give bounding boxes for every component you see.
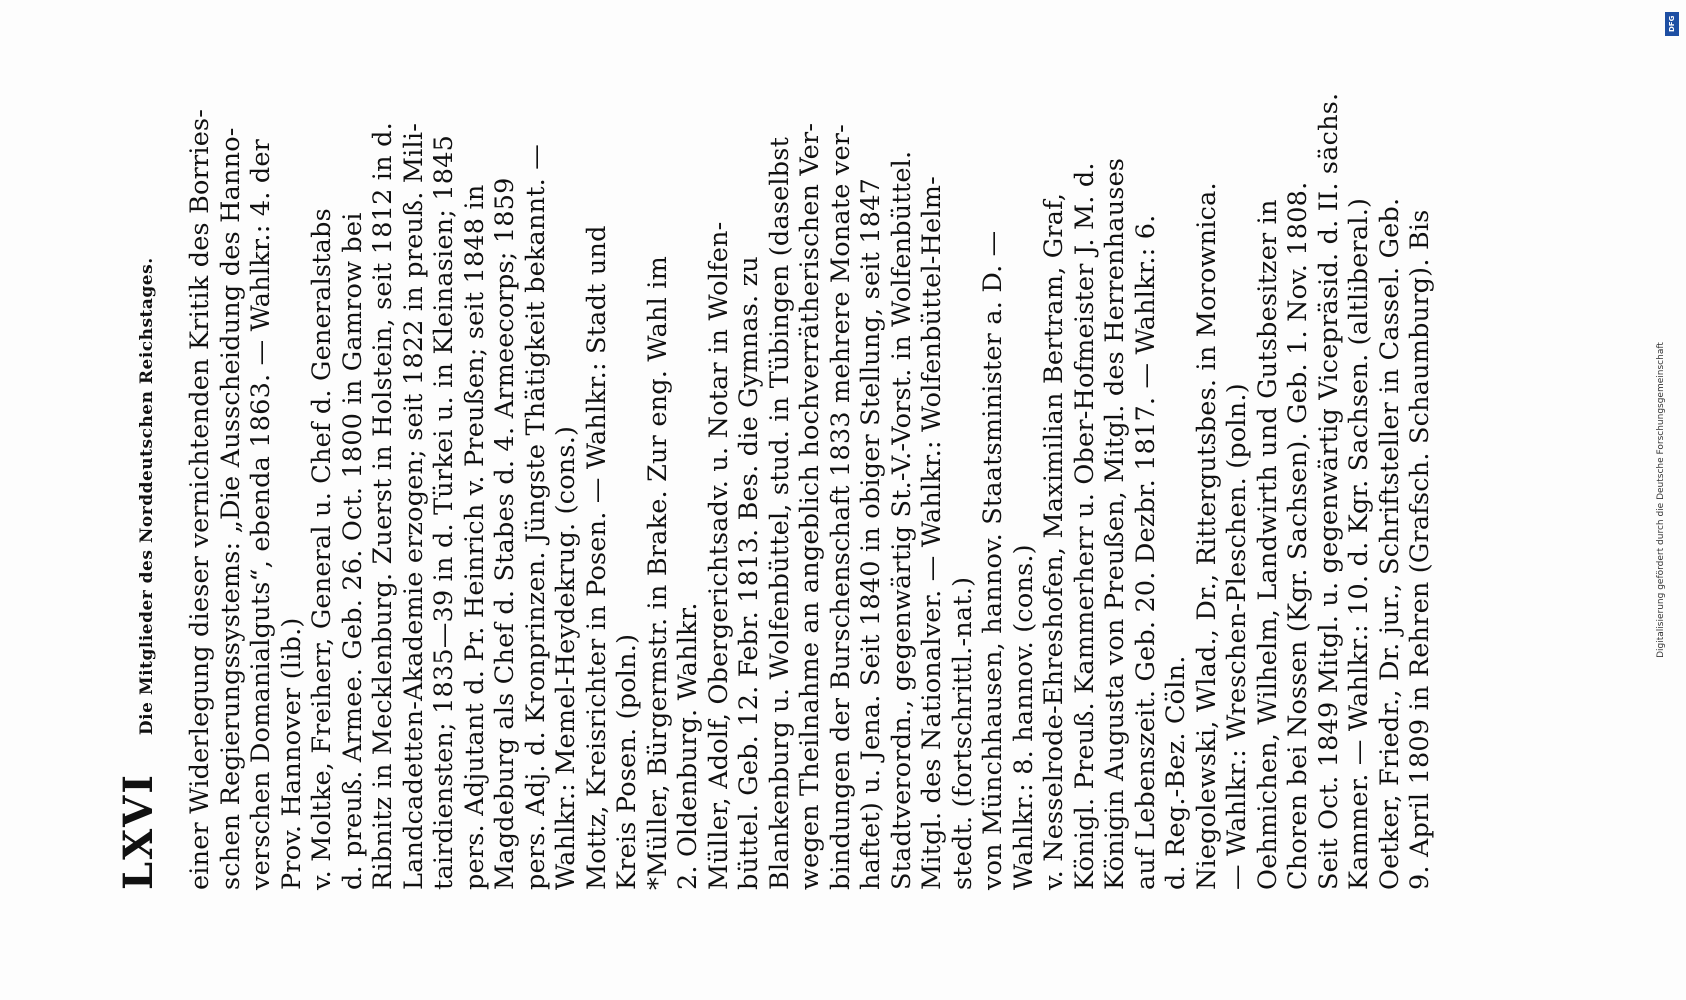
- running-title: Die Mitglieder des Norddeutschen Reichstages.: [137, 257, 157, 736]
- text-line: auf Lebenszeit. Geb. 20. Dezbr. 1817. — Wahlkr.: 6.: [1130, 214, 1161, 890]
- text-line: tairdiensten; 1835—39 in d. Türkei u. in Kleinasien; 1845: [429, 134, 459, 890]
- text-line: Magdeburg als Chef d. Stabes d. 4. Armeecorps; 1859: [490, 177, 520, 890]
- text-line: — Wahlkr.: Wreschen-Pleschen. (poln.): [1222, 383, 1252, 890]
- text-line: d. preuß. Armee. Geb. 26. Oct. 1800 in Gamrow bei: [337, 212, 368, 890]
- text-line: Wahlkr.: 8. hannov. (cons.): [1008, 544, 1039, 890]
- text-line: v. Nesselrode-Ehreshofen, Maximilian Bertram, Graf,: [1039, 192, 1069, 890]
- text-line: Müller, Adolf, Obergerichtsadv. u. Notar in Wolfen-: [703, 221, 734, 890]
- text-line: Niegolewski, Wlad., Dr., Rittergutsbes. in Morownica.: [1191, 182, 1222, 890]
- body-text: [185, 70, 1436, 890]
- text-line: 2. Oldenburg. Wahlkr.: [673, 602, 703, 890]
- text-line: wegen Theilnahme an angeblich hochverrätherischen Ver-: [795, 122, 825, 890]
- text-line: verschen Domanialguts“, ebenda 1863. — Wahlkr.: 4. der: [246, 138, 276, 890]
- text-line: büttel. Geb. 12. Febr. 1813. Bes. die Gymnas. zu: [734, 256, 764, 890]
- text-line: Oetker, Friedr., Dr. jur., Schriftsteller in Cassel. Geb.: [1374, 197, 1405, 890]
- text-line: Blankenburg u. Wolfenbüttel, stud. in Tübingen (daselbst: [764, 136, 795, 890]
- text-line: *Müller, Bürgermstr. in Brake. Zur eng. Wahl im: [642, 255, 673, 890]
- dfg-logo: DFG: [1665, 12, 1679, 36]
- text-line: Königl. Preuß. Kammerherr u. Ober-Hofmeister J. M. d.: [1069, 162, 1100, 890]
- text-line: Seit Oct. 1849 Mitgl. u. gegenwärtig Vicepräsid. d. II. sächs.: [1313, 92, 1344, 890]
- text-line: v. Moltke, Freiherr, General u. Chef d. Generalstabs: [307, 208, 337, 890]
- text-line: Königin Augusta von Preußen, Mitgl. des Herrenhauses: [1100, 157, 1130, 890]
- text-line: Choren bei Nossen (Kgr. Sachsen). Geb. 1. Nov. 1808.: [1283, 181, 1313, 890]
- text-line: pers. Adj. d. Kronprinzen. Jüngste Thätigkeit bekannt. —: [520, 144, 551, 890]
- text-line: Wahlkr.: Memel-Heydekrug. (cons.): [551, 425, 581, 890]
- text-line: von Münchhausen, hannov. Staatsminister a. D. —: [978, 230, 1008, 890]
- text-line: bindungen der Burschenschaft 1833 mehrere Monate ver-: [825, 124, 856, 890]
- text-line: Landcadetten-Akademie erzogen; seit 1822 in preuß. Mili-: [398, 122, 429, 890]
- text-line: Kreis Posen. (poln.): [612, 633, 642, 890]
- text-line: einer Widerlegung dieser vernichtenden Kritik des Borries-: [185, 108, 215, 890]
- text-line: Kammer. — Wahlkr.: 10. d. Kgr. Sachsen. (altliberal.): [1344, 197, 1374, 890]
- text-line: Mitgl. des Nationalver. — Wahlkr.: Wolfenbüttel-Helm-: [917, 176, 947, 890]
- text-line: pers. Adjutant d. Pr. Heinrich v. Preußen; seit 1848 in: [459, 184, 490, 890]
- text-line: d. Reg.-Bez. Cöln.: [1161, 655, 1191, 890]
- digitization-credit: Digitalisierung gefördert durch die Deutsche Forschungsgemeinschaft: [1656, 342, 1666, 658]
- rotated-page-content: [115, 70, 1575, 890]
- text-line: Prov. Hannover (lib.): [276, 617, 307, 890]
- page-header: [115, 70, 171, 890]
- text-line: 9. April 1809 in Rehren (Grafsch. Schaumburg). Bis: [1405, 209, 1435, 890]
- text-line: Ribnitz in Mecklenburg. Zuerst in Holstein, seit 1812 in d.: [368, 122, 398, 890]
- text-line: Stadtverordn., gegenwärtig St.-V.-Vorst. in Wolfenbüttel.: [886, 150, 917, 890]
- text-line: schen Regierungssystems: „Die Ausscheidung des Hanno-: [215, 127, 246, 890]
- text-line: haftet) u. Jena. Seit 1840 in obiger Stellung, seit 1847: [856, 177, 886, 890]
- page-number: LXVI: [115, 773, 162, 890]
- text-line: stedt. (fortschrittl.-nat.): [947, 576, 978, 890]
- text-line: Oehmichen, Wilhelm, Landwirth und Gutsbesitzer in: [1252, 199, 1283, 890]
- text-line: Mottz, Kreisrichter in Posen. — Wahlkr.: Stadt und: [581, 225, 612, 890]
